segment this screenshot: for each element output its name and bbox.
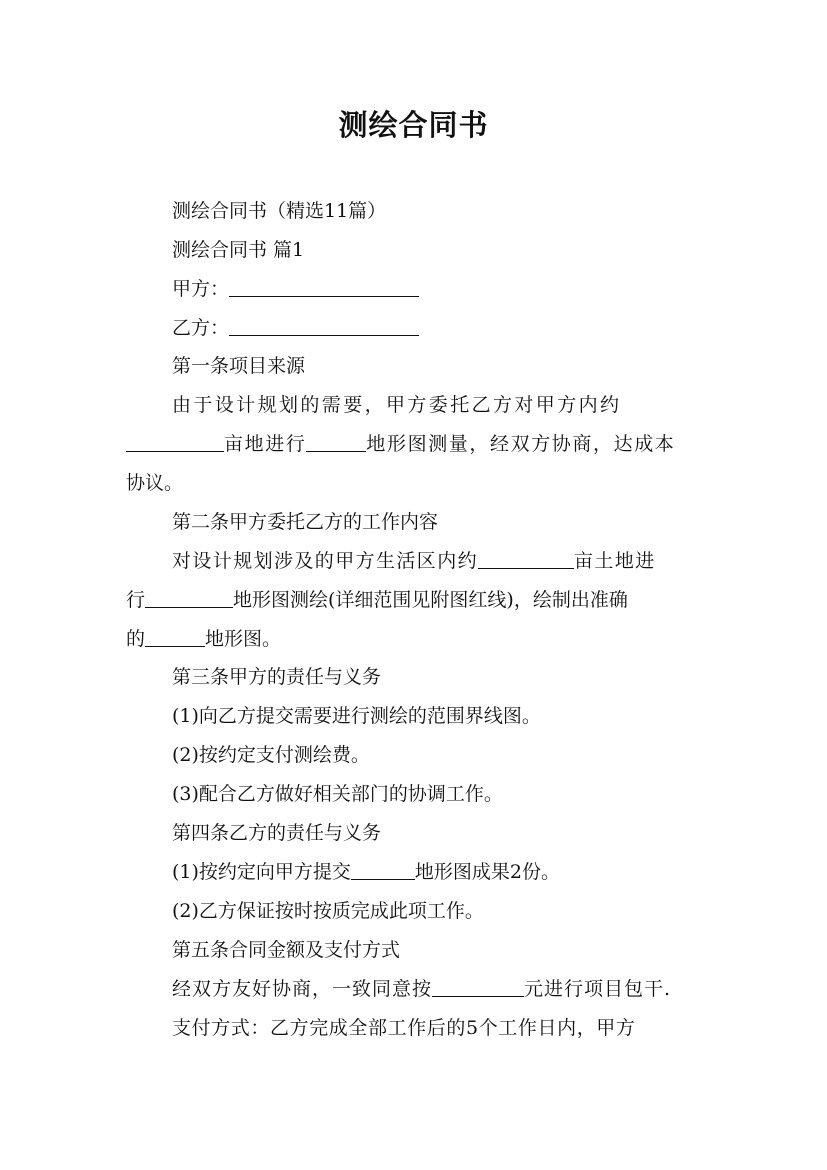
- deliverable-scale-blank: [351, 859, 415, 880]
- article-3-heading: [172, 664, 381, 690]
- article-4-heading: [172, 820, 381, 846]
- article-3-item-1: [172, 703, 541, 729]
- section-heading-line: [172, 237, 304, 263]
- subtitle-line: [172, 198, 386, 224]
- list-item-text: (2)乙方保证按时按质完成此项工作。: [172, 900, 484, 922]
- paragraph-text: 的: [126, 628, 146, 650]
- paragraph-text: 亩土地进: [574, 550, 656, 572]
- paragraph-text: 支付方式：乙方完成全部工作后的5个工作日内，甲方: [172, 1017, 636, 1039]
- list-item-text: 地形图成果2份。: [414, 861, 561, 883]
- subtitle-text: 测绘合同书（精选11篇）: [172, 200, 387, 222]
- list-item-text: (1)按约定向甲方提交: [172, 861, 351, 883]
- article-5-heading-text: 第五条合同金额及支付方式: [172, 939, 401, 961]
- section-heading-text: 测绘合同书 篇1: [172, 239, 305, 261]
- article-3-item-2: [172, 742, 370, 768]
- party-a-label: 甲方：: [172, 278, 230, 300]
- article-1-paragraph-line-2: [126, 431, 675, 457]
- article-3-item-3: [172, 781, 503, 807]
- list-item-text: (3)配合乙方做好相关部门的协调工作。: [172, 783, 503, 805]
- article-2-heading-text: 第二条甲方委托乙方的工作内容: [172, 511, 439, 533]
- paragraph-text: 由于设计规划的需要，甲方委托乙方对甲方内约: [172, 394, 622, 416]
- land-area-blank: [478, 548, 574, 569]
- article-1-paragraph-line-1: [172, 392, 621, 418]
- party-b-blank: [229, 315, 419, 336]
- paragraph-text: 元进行项目包干.: [524, 978, 672, 1000]
- article-2-heading: [172, 509, 438, 535]
- paragraph-text: 行: [126, 589, 146, 611]
- result-scale-blank: [145, 626, 205, 647]
- scale-blank: [306, 431, 366, 452]
- paragraph-text: 亩地进行: [224, 433, 307, 455]
- amount-blank: [432, 976, 524, 997]
- party-b-label: 乙方：: [172, 317, 230, 339]
- party-a-line: [172, 276, 419, 302]
- paragraph-text: 经双方友好协商，一致同意按: [172, 978, 433, 1000]
- article-4-heading-text: 第四条乙方的责任与义务: [172, 822, 382, 844]
- article-1-heading-text: 第一条项目来源: [172, 355, 306, 377]
- article-5-paragraph-line-2: [172, 1015, 636, 1041]
- article-1-paragraph-line-3: [126, 470, 183, 496]
- article-2-paragraph-line-3: [126, 626, 281, 652]
- party-a-blank: [229, 276, 419, 297]
- paragraph-text: 地形图测量，经双方协商，达成本: [366, 433, 676, 455]
- article-4-item-1: [172, 859, 560, 885]
- paragraph-text: 地形图测绘(详细范围见附图红线)，绘制出准确: [233, 589, 628, 611]
- article-5-heading: [172, 937, 400, 963]
- list-item-text: (2)按约定支付测绘费。: [172, 744, 370, 766]
- article-1-heading: [172, 353, 305, 379]
- article-2-paragraph-line-1: [172, 548, 656, 574]
- paragraph-text: 对设计规划涉及的甲方生活区内约: [172, 550, 479, 572]
- article-5-paragraph-line-1: [172, 976, 671, 1002]
- paragraph-text: 协议。: [126, 472, 184, 494]
- list-item-text: (1)向乙方提交需要进行测绘的范围界线图。: [172, 705, 541, 727]
- party-b-line: [172, 315, 419, 341]
- area-blank: [126, 431, 224, 452]
- map-scale-blank: [145, 587, 233, 608]
- document-title: 测绘合同书: [338, 108, 489, 142]
- paragraph-text: 地形图。: [205, 628, 282, 650]
- article-2-paragraph-line-2: [126, 587, 628, 613]
- article-3-heading-text: 第三条甲方的责任与义务: [172, 666, 382, 688]
- article-4-item-2: [172, 898, 484, 924]
